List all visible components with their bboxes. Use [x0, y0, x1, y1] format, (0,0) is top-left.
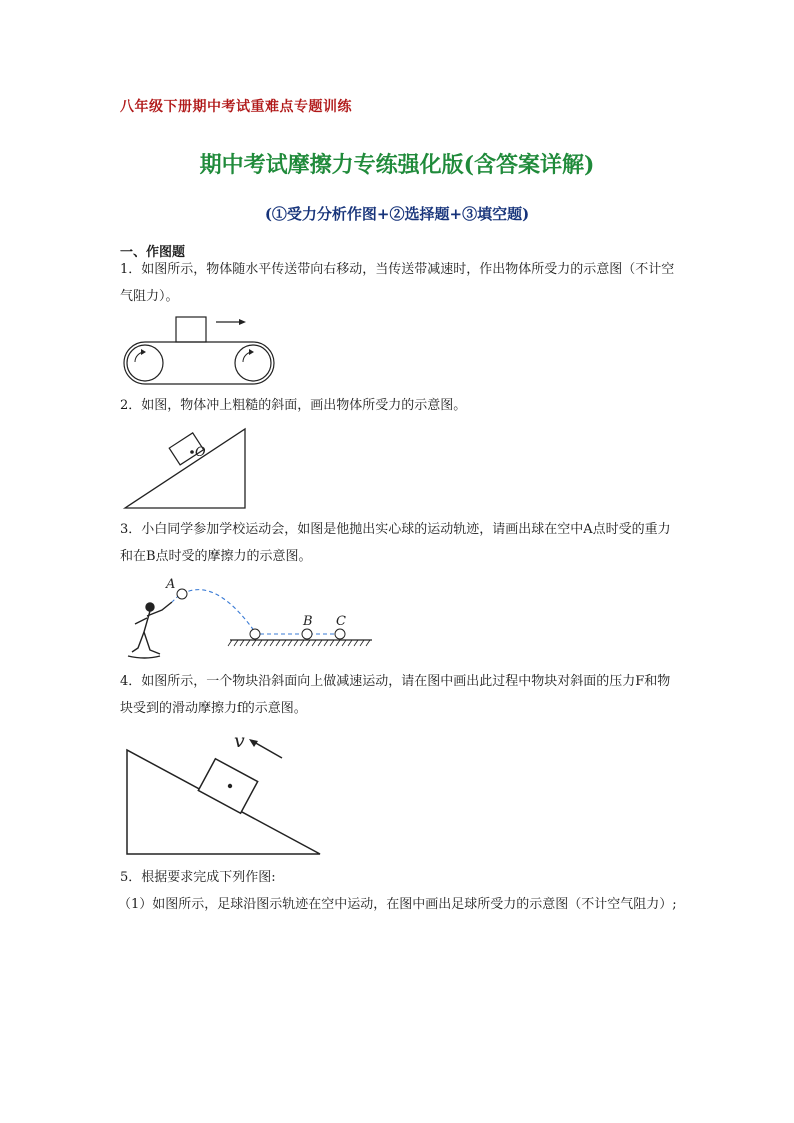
shot-put-figure	[120, 574, 380, 664]
right-roller	[235, 345, 271, 381]
conveyor-block	[176, 317, 206, 342]
conveyor-belt-figure	[120, 312, 280, 387]
label-v: v	[234, 730, 245, 752]
question-5-sub: （1）如图所示，足球沿图示轨迹在空中运动，在图中画出足球所受力的示意图（不计空气阻力）;	[118, 897, 677, 912]
label-a: A	[166, 577, 176, 592]
question-3-text: 3．小白同学参加学校运动会，如图是他抛出实心球的运动轨迹，请画出球在空中A点时受的重力和在B点时受的摩擦力的示意图。	[120, 522, 671, 564]
page-subtitle: (①受力分析作图+②选择题+③填空题)	[264, 205, 530, 223]
header-tag: 八年级下册期中考试重难点专题训练	[120, 99, 352, 115]
section-heading: 一、作图题	[120, 245, 186, 260]
label-c: C	[336, 614, 346, 629]
trajectory	[182, 590, 255, 632]
decelerating-block-figure	[120, 728, 330, 858]
page-title: 期中考试摩擦力专练强化版(含答案详解)	[199, 152, 595, 178]
question-2-text: 2．如图，物体冲上粗糙的斜面，画出物体所受力的示意图。	[120, 398, 467, 413]
question-4-text: 4．如图所示，一个物块沿斜面向上做减速运动，请在图中画出此过程中物块对斜面的压力F和物块受到的滑动摩擦力f的示意图。	[120, 674, 671, 716]
question-1-text: 1．如图所示，物体随水平传送带向右移动，当传送带减速时，作出物体所受力的示意图（不计空气阻力）。	[120, 262, 675, 304]
velocity-arrow	[254, 742, 282, 758]
ball-landing	[250, 629, 260, 639]
ball-c	[335, 629, 345, 639]
ball-b	[302, 629, 312, 639]
label-o: O	[195, 445, 206, 460]
left-roller	[127, 345, 163, 381]
thrower-figure	[128, 602, 172, 658]
question-5-text: 5．根据要求完成下列作图:	[120, 870, 276, 885]
ball-a	[177, 589, 187, 599]
rough-incline-figure	[120, 425, 250, 510]
label-b: B	[303, 614, 313, 629]
